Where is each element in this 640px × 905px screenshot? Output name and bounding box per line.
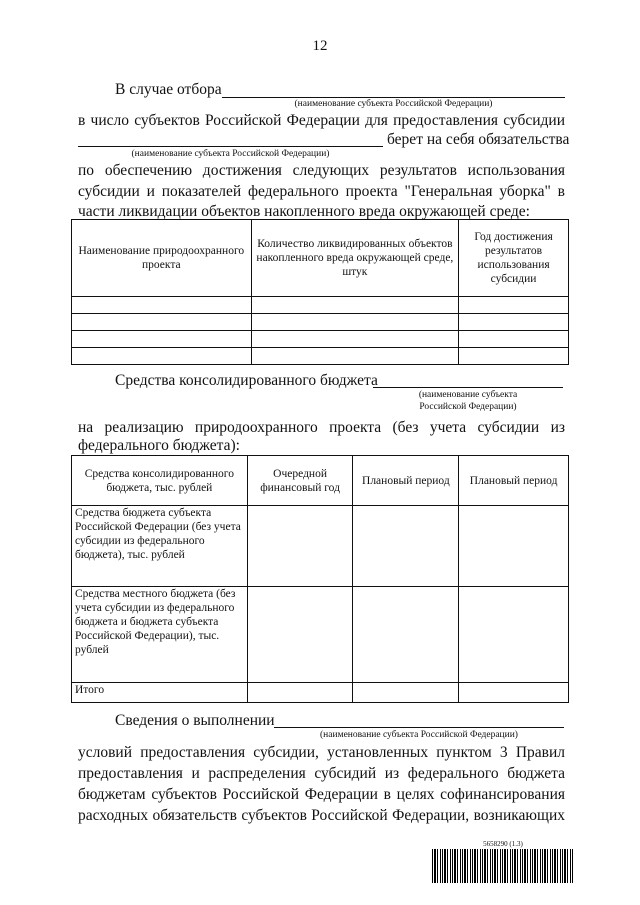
table-header: Год достижения результатов использования субсидии — [459, 220, 569, 297]
text-line: по обеспечению достижения следующих результатов использования — [78, 162, 565, 179]
para2-lead: Средства консолидированного бюджета — [115, 372, 378, 389]
table-header: Наименование природоохранного проекта — [72, 220, 252, 297]
caption: (наименование субъекта Российской Федерации) — [320, 730, 518, 740]
table-cell — [72, 314, 252, 331]
table-cell — [459, 348, 569, 365]
barcode-block — [432, 840, 574, 883]
table-cell — [251, 314, 459, 331]
budget-table — [71, 455, 569, 703]
barcode-number: 5658290 (1.3) — [483, 840, 523, 848]
caption: (наименование субъекта Российской Федерации) — [294, 99, 493, 109]
table-cell — [251, 297, 459, 314]
blank-line — [373, 387, 563, 388]
table-cell — [247, 506, 353, 587]
results-table — [71, 219, 569, 365]
table-cell — [353, 683, 459, 703]
table-cell — [459, 314, 569, 331]
table-cell — [251, 348, 459, 365]
table-cell — [353, 587, 459, 683]
text-line: бюджетам субъектов Российской Федерации в целях софинансирования — [78, 786, 565, 803]
table-cell — [459, 297, 569, 314]
text-line: предоставления и распределения субсидий из федерального бюджета — [78, 765, 565, 782]
table-cell — [247, 683, 353, 703]
caption: (наименование субъекта Российской Федерации) — [418, 390, 518, 412]
table-header: Плановый период — [353, 456, 459, 506]
caption: (наименование субъекта Российской Федерации) — [131, 149, 330, 159]
table-cell — [459, 331, 569, 348]
text-line: условий предоставления субсидии, установленных пунктом 3 Правил — [78, 744, 565, 761]
table-cell — [72, 297, 252, 314]
table-cell — [251, 331, 459, 348]
text-line: на реализацию природоохранного проекта (без учета субсидии из — [78, 419, 565, 436]
page-number: 12 — [312, 38, 328, 54]
table-cell — [353, 506, 459, 587]
table-cell — [72, 331, 252, 348]
table-row-label: Итого — [72, 683, 248, 703]
table-header: Количество ликвидированных объектов накопленного вреда окружающей среде, штук — [251, 220, 459, 297]
table-cell — [247, 587, 353, 683]
table-row-label: Средства местного бюджета (без учета субсидии из федерального бюджета и бюджета субъекта Российской Федерации), тыс. рублей — [72, 587, 248, 683]
table-cell — [459, 587, 569, 683]
barcode-icon — [432, 849, 574, 883]
blank-line — [274, 727, 564, 728]
text-line: берет на себя обязательства — [387, 131, 570, 148]
table-cell — [459, 506, 569, 587]
text-line: федерального бюджета): — [78, 437, 240, 454]
para3-lead: Сведения о выполнении — [115, 712, 275, 729]
text-line: субсидии и показателей федерального проекта "Генеральная уборка" в — [78, 183, 565, 200]
text-line: в число субъектов Российской Федерации для предоставления субсидии — [78, 112, 565, 129]
text-line: части ликвидации объектов накопленного вреда окружающей среде: — [78, 203, 530, 220]
para1-lead: В случае отбора — [115, 81, 222, 98]
table-row-label: Средства бюджета субъекта Российской Федерации (без учета субсидии из федерального бюджета), тыс. рублей — [72, 506, 248, 587]
blank-line — [78, 146, 383, 147]
table-header: Очередной финансовый год — [247, 456, 353, 506]
table-cell — [72, 348, 252, 365]
text-line: расходных обязательств субъектов Российской Федерации, возникающих — [78, 807, 565, 824]
table-header: Плановый период — [459, 456, 569, 506]
table-header: Средства консолидированного бюджета, тыс. рублей — [72, 456, 248, 506]
table-cell — [459, 683, 569, 703]
